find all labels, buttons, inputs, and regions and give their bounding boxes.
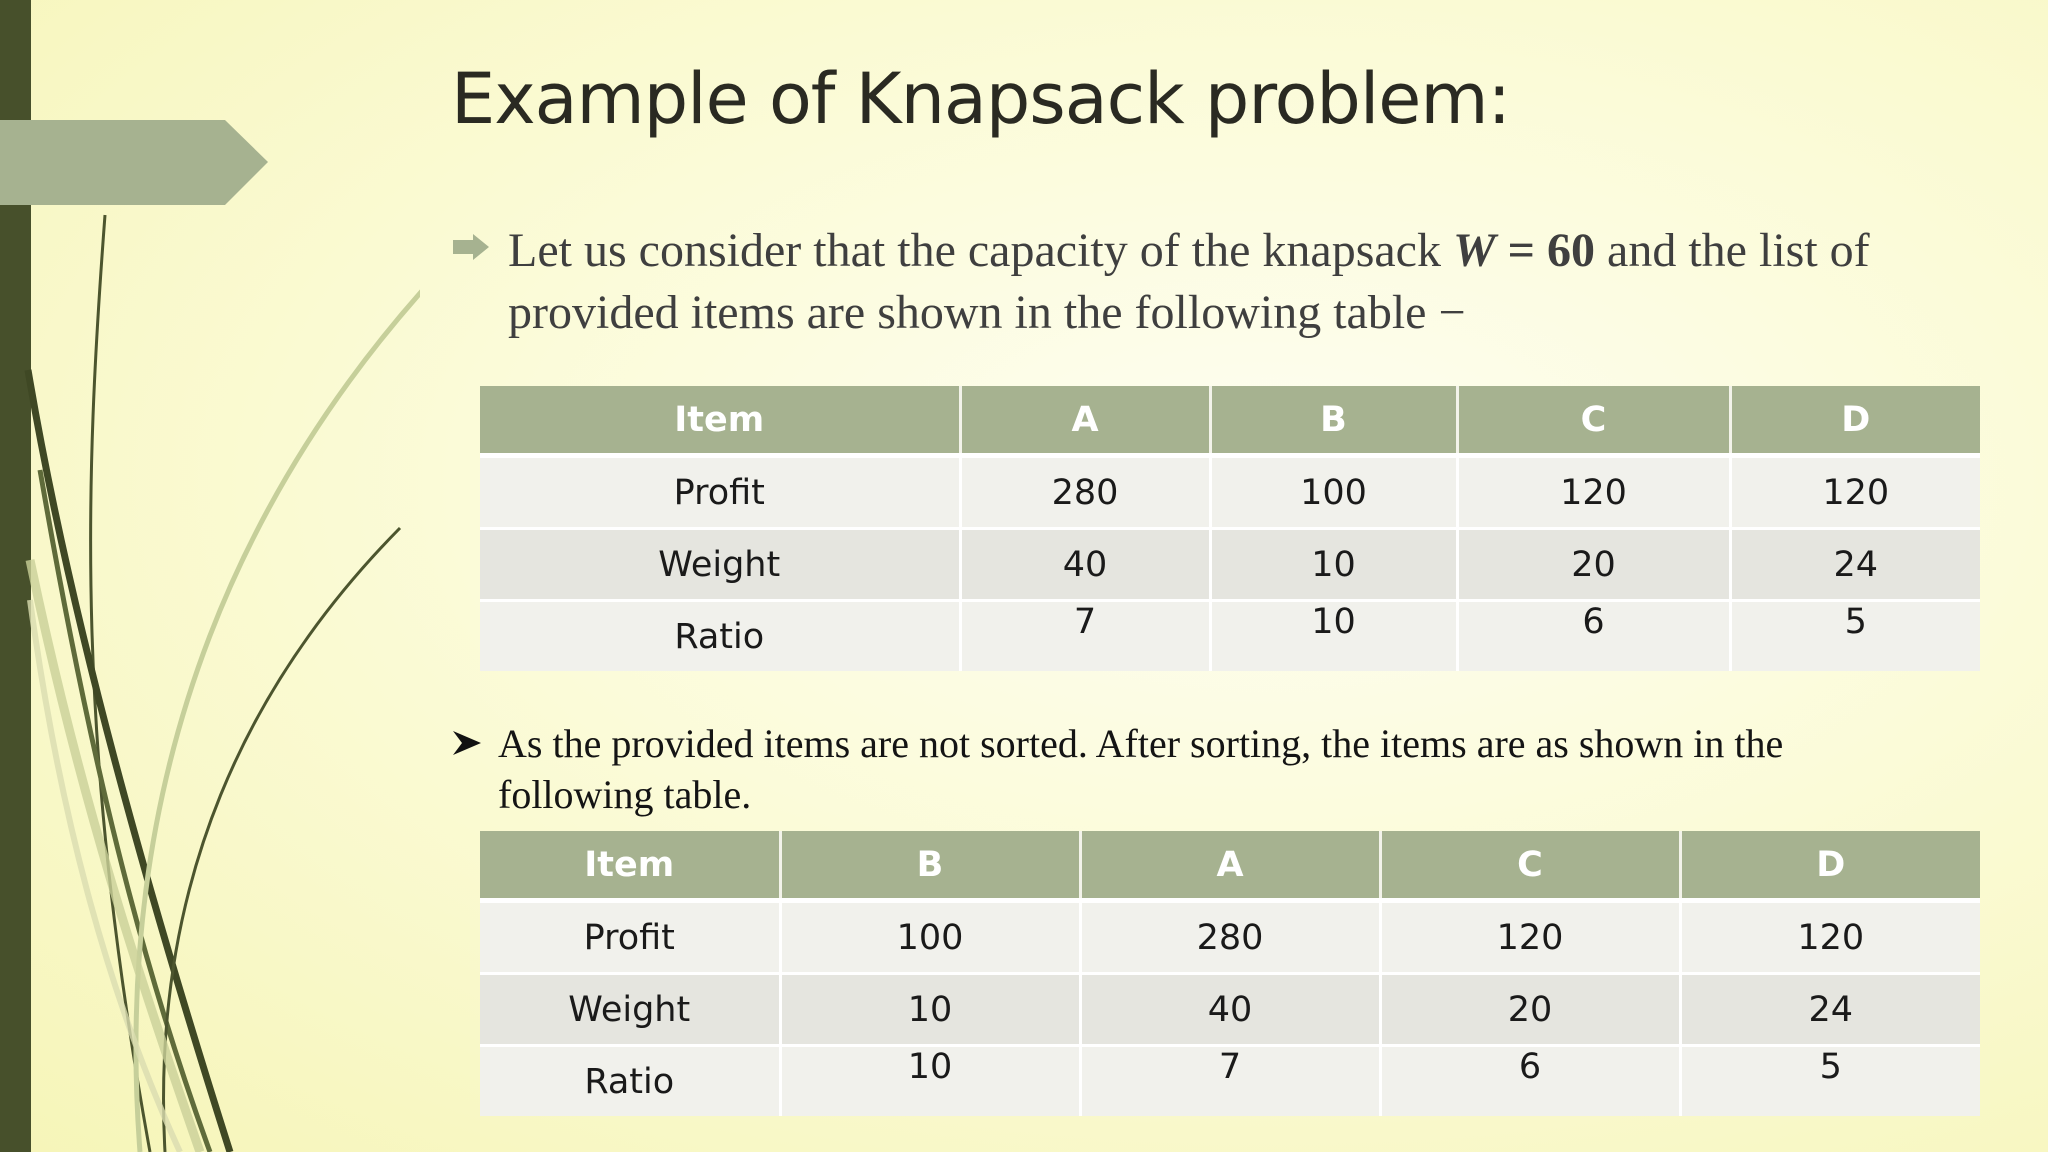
table-cell: 280 xyxy=(1080,901,1380,974)
arrow-bullet-icon xyxy=(451,232,491,262)
table-row xyxy=(480,901,1980,974)
table-cell: 10 xyxy=(1210,529,1457,601)
header-cell: Item xyxy=(480,831,780,901)
row-label-cell: Ratio xyxy=(480,1046,780,1117)
sorting-paragraph: As the provided items are not sorted. After sorting, the items are as shown in the following table. xyxy=(498,721,1784,817)
table-cell: 24 xyxy=(1680,974,1980,1046)
header-cell: B xyxy=(780,831,1080,901)
header-cell: Item xyxy=(480,386,960,456)
table-cell: 120 xyxy=(1680,901,1980,974)
table-cell: 7 xyxy=(1080,1046,1380,1117)
table-header-row xyxy=(480,386,1980,456)
table-cell: 7 xyxy=(960,601,1210,672)
table-row xyxy=(480,1046,1980,1117)
table-cell: 100 xyxy=(780,901,1080,974)
table-cell: 100 xyxy=(1210,456,1457,529)
table-cell: 120 xyxy=(1457,456,1730,529)
header-cell: D xyxy=(1680,831,1980,901)
row-label-cell: Ratio xyxy=(480,601,960,672)
table-row xyxy=(480,529,1980,601)
table-cell: 280 xyxy=(960,456,1210,529)
table-header-row xyxy=(480,831,1980,901)
table-cell: 10 xyxy=(780,1046,1080,1117)
header-cell: B xyxy=(1210,386,1457,456)
table-cell: 40 xyxy=(960,529,1210,601)
arrowhead-bullet-icon xyxy=(451,728,483,758)
table-row xyxy=(480,974,1980,1046)
table-cell: 5 xyxy=(1680,1046,1980,1117)
header-cell: A xyxy=(960,386,1210,456)
items-table xyxy=(480,386,1980,671)
capacity-equals: = xyxy=(1495,224,1548,277)
row-label-cell: Profit xyxy=(480,456,960,529)
arrow-tab-shape xyxy=(0,120,268,205)
table-cell: 120 xyxy=(1730,456,1980,529)
table-cell: 20 xyxy=(1457,529,1730,601)
capacity-value: 60 xyxy=(1547,224,1596,277)
table-row xyxy=(480,601,1980,672)
capacity-variable: W xyxy=(1452,224,1496,277)
header-cell: C xyxy=(1457,386,1730,456)
capacity-paragraph xyxy=(508,220,1928,344)
table-cell: 6 xyxy=(1457,601,1730,672)
table-cell: 20 xyxy=(1380,974,1680,1046)
slide-title: Example of Knapsack problem: xyxy=(451,58,1511,140)
table-cell: 6 xyxy=(1380,1046,1680,1117)
table-cell: 24 xyxy=(1730,529,1980,601)
table-cell: 5 xyxy=(1730,601,1980,672)
row-label-cell: Weight xyxy=(480,529,960,601)
capacity-text-end: and the list of provided items are shown in the following table − xyxy=(508,224,1870,339)
header-cell: A xyxy=(1080,831,1380,901)
table-row xyxy=(480,456,1980,529)
row-label-cell: Weight xyxy=(480,974,780,1046)
table-cell: 40 xyxy=(1080,974,1380,1046)
header-cell: C xyxy=(1380,831,1680,901)
row-label-cell: Profit xyxy=(480,901,780,974)
table-cell: 120 xyxy=(1380,901,1680,974)
header-cell: D xyxy=(1730,386,1980,456)
capacity-text: Let us consider that the capacity of the knapsack xyxy=(508,224,1453,277)
table-cell: 10 xyxy=(1210,601,1457,672)
table-cell: 10 xyxy=(780,974,1080,1046)
sorted-items-table xyxy=(480,831,1980,1116)
